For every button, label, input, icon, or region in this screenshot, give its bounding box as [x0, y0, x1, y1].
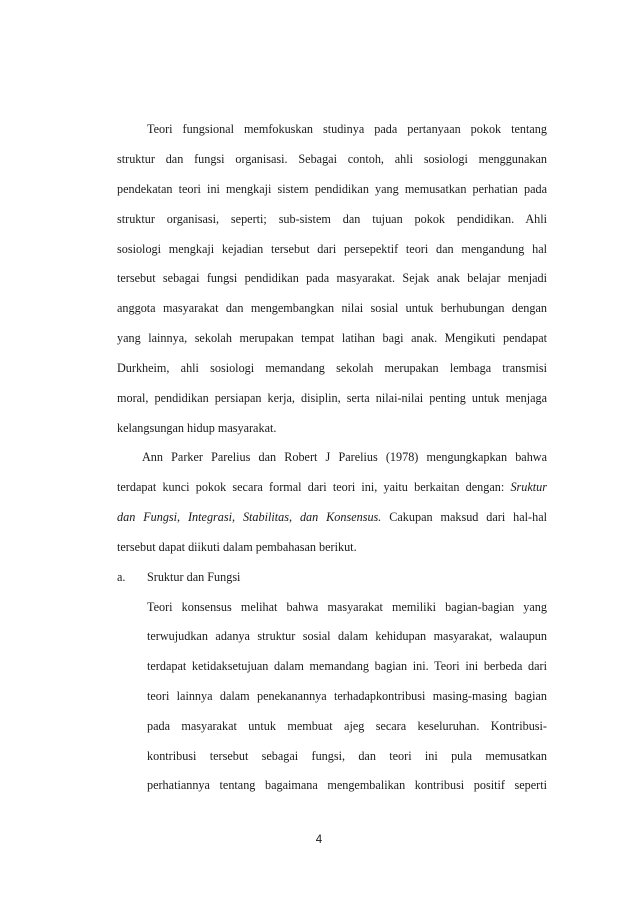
text-span: Cakupan maksud dari hal-hal: [389, 510, 547, 524]
paragraph-line: struktur dan fungsi organisasi. Sebagai contoh, ahli sosiologi menggunakan: [117, 152, 547, 166]
list-item-heading: [117, 569, 547, 585]
italic-term: Sruktur: [510, 480, 547, 494]
list-line: perhatiannya tentang bagaimana mengembalikan kontribusi positif seperti: [147, 778, 547, 792]
page-number: 4: [315, 834, 323, 846]
paragraph-line: [117, 479, 547, 495]
list-line: kontribusi tersebut sebagai fungsi, dan teori ini pula memusatkan: [147, 749, 547, 763]
paragraph-line: Ann Parker Parelius dan Robert J Parelius (1978) mengungkapkan bahwa: [142, 450, 547, 464]
paragraph-line: kelangsungan hidup masyarakat.: [117, 421, 277, 435]
list-marker: a.: [117, 570, 126, 584]
list-line: Teori konsensus melihat bahwa masyarakat memiliki bagian-bagian yang: [147, 600, 547, 614]
list-heading: Sruktur dan Fungsi: [147, 570, 241, 584]
list-line: terdapat ketidaksetujuan dalam memandang bagian ini. Teori ini berbeda dari: [147, 659, 547, 673]
paragraph-line: pendekatan teori ini mengkaji sistem pendidikan yang memusatkan perhatian pada: [117, 182, 547, 196]
paragraph-line: sosiologi mengkaji kejadian tersebut dari persepektif teori dan mengandung hal: [117, 242, 547, 256]
paragraph-line: tersebut dapat diikuti dalam pembahasan berikut.: [117, 540, 357, 554]
paragraph-line: [117, 509, 547, 525]
paragraph-line: tersebut sebagai fungsi pendidikan pada masyarakat. Sejak anak belajar menjadi: [117, 271, 547, 285]
paragraph-line: Teori fungsional memfokuskan studinya pada pertanyaan pokok tentang: [147, 122, 547, 136]
paragraph-line: anggota masyarakat dan mengembangkan nilai sosial untuk berhubungan dengan: [117, 301, 547, 315]
paragraph-line: yang lainnya, sekolah merupakan tempat latihan bagi anak. Mengikuti pendapat: [117, 331, 547, 345]
paragraph-line: Durkheim, ahli sosiologi memandang sekolah merupakan lembaga transmisi: [117, 361, 547, 375]
list-line: terwujudkan adanya struktur sosial dalam kehidupan masyarakat, walaupun: [147, 629, 547, 643]
text-span: terdapat kunci pokok secara formal dari teori ini, yaitu berkaitan dengan:: [117, 480, 505, 494]
list-line: teori lainnya dalam penekanannya terhadapkontribusi masing-masing bagian: [147, 689, 547, 703]
paragraph-line: moral, pendidikan persiapan kerja, disiplin, serta nilai-nilai penting untuk menjaga: [117, 391, 547, 405]
list-line: pada masyarakat untuk membuat ajeg secara keseluruhan. Kontribusi-: [147, 719, 547, 733]
italic-terms: dan Fungsi, Integrasi, Stabilitas, dan Konsensus.: [117, 510, 382, 524]
paragraph-line: struktur organisasi, seperti; sub-sistem dan tujuan pokok pendidikan. Ahli: [117, 212, 547, 226]
